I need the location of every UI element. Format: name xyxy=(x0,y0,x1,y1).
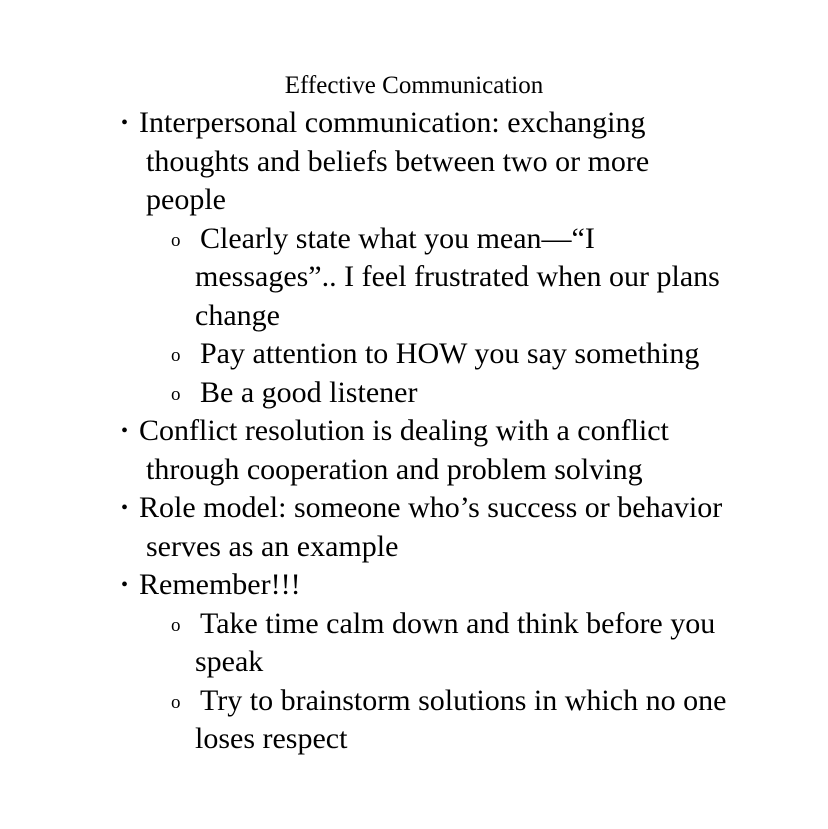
bullet-item xyxy=(0,489,828,566)
sub-bullet-item xyxy=(0,374,828,413)
sub-bullet-text: Take time calm down and think before you speak xyxy=(195,606,716,678)
sub-bullet-marker: o xyxy=(171,691,181,713)
sub-bullet-marker: o xyxy=(171,345,181,366)
bullet-marker: • xyxy=(121,574,129,596)
sub-bullet-marker: o xyxy=(171,383,181,405)
sub-bullet-text: Clearly state what you mean—“I messages”.. I feel frustrated when our plans change xyxy=(195,221,720,332)
bullet-text: Interpersonal communication: exchanging thoughts and beliefs between two or more people xyxy=(139,106,650,216)
bullet-item xyxy=(0,566,828,605)
sub-bullet-item xyxy=(0,682,828,759)
bullet-text: Role model: someone who’s success or behavior serves as an example xyxy=(139,491,723,563)
bullet-item xyxy=(0,412,828,489)
sub-bullet-text: Try to brainstorm solutions in which no one loses respect xyxy=(195,683,727,755)
bullet-item xyxy=(0,104,828,220)
bullet-marker: • xyxy=(121,497,129,519)
bullet-list xyxy=(0,104,828,759)
bullet-marker: • xyxy=(121,112,129,134)
sub-bullet-marker: o xyxy=(171,614,181,636)
sub-bullet-item xyxy=(0,605,828,682)
sub-bullet-text: Pay attention to HOW you say something xyxy=(200,337,700,370)
sub-bullet-marker: o xyxy=(171,229,181,251)
bullet-text: Remember!!! xyxy=(139,568,301,601)
bullet-text: Conflict resolution is dealing with a conflict through cooperation and problem solving xyxy=(139,414,669,486)
bullet-marker: • xyxy=(121,420,129,442)
sub-bullet-text: Be a good listener xyxy=(200,375,418,409)
sub-bullet-item xyxy=(0,335,828,374)
document-title: Effective Communication xyxy=(284,72,544,99)
sub-bullet-item xyxy=(0,220,828,336)
